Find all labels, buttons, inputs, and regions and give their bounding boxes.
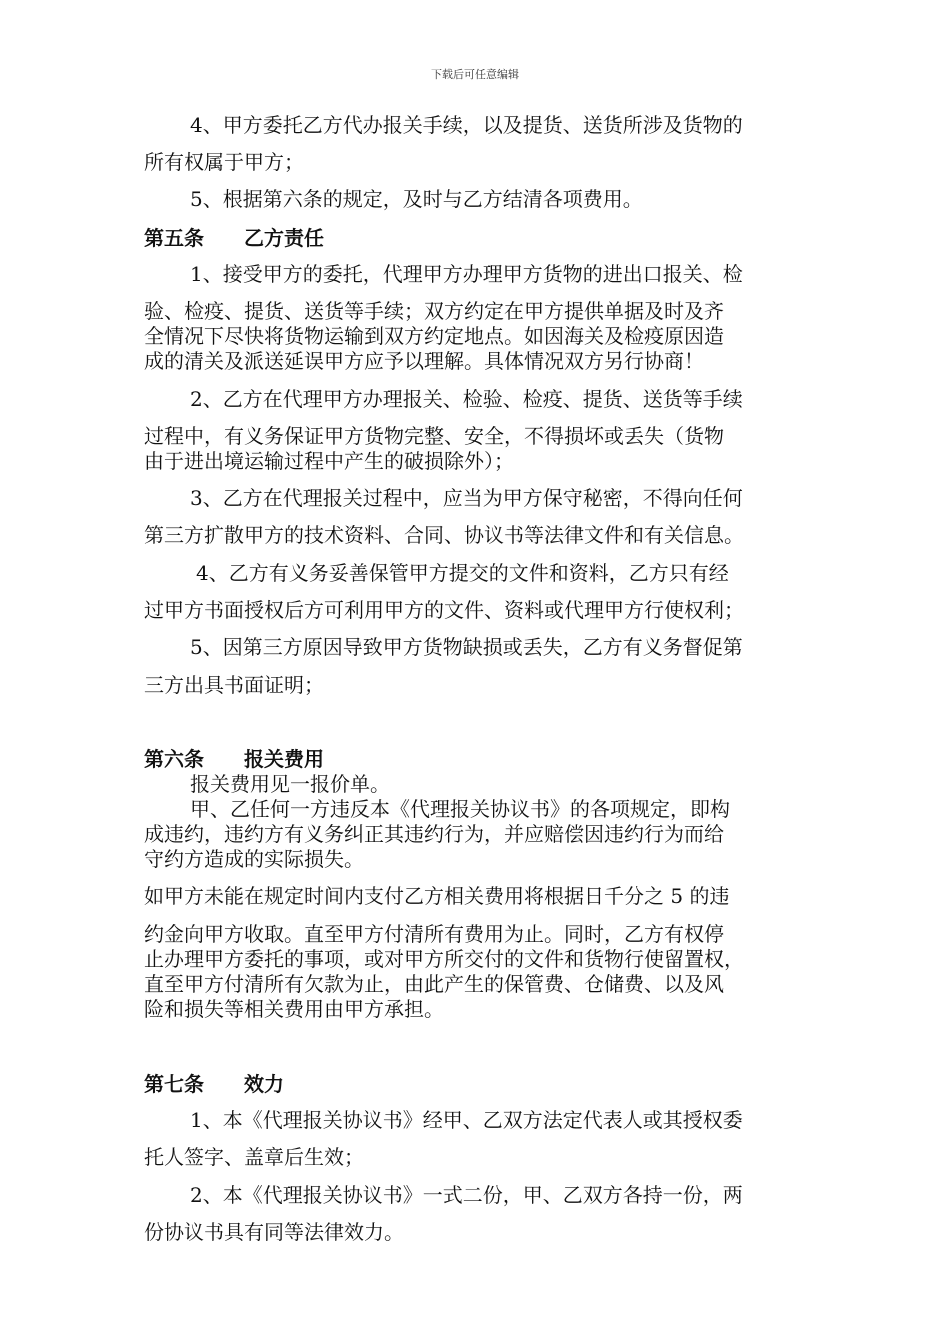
paragraph-line: 3、乙方在代理报关过程中，应当为甲方保守秘密，不得向任何: [190, 486, 743, 510]
paragraph-line: 成违约，违约方有义务纠正其违约行为，并应赔偿因违约行为而给: [144, 822, 724, 846]
paragraph-line: 所有权属于甲方；: [144, 150, 304, 174]
article-6-heading: 第六条 报关费用: [144, 747, 324, 771]
paragraph-line: 5、因第三方原因导致甲方货物缺损或丢失，乙方有义务督促第: [190, 635, 743, 659]
paragraph-line: 止办理甲方委托的事项，或对甲方所交付的文件和货物行使留置权，: [144, 947, 744, 971]
paragraph-line: 险和损失等相关费用由甲方承担。: [144, 997, 444, 1021]
paragraph-line: 直至甲方付清所有欠款为止，由此产生的保管费、仓储费、以及风: [144, 972, 724, 996]
paragraph-line: 由于进出境运输过程中产生的破损除外）；: [144, 449, 514, 473]
article-7-heading: 第七条 效力: [144, 1072, 284, 1096]
paragraph-line: 验、检疫、提货、送货等手续；双方约定在甲方提供单据及时及齐: [144, 299, 724, 323]
paragraph-line: 甲、乙任何一方违反本《代理报关协议书》的各项规定，即构: [190, 797, 730, 821]
paragraph-line: 4、甲方委托乙方代办报关手续，以及提货、送货所涉及货物的: [190, 113, 743, 137]
paragraph-line: 托人签字、盖章后生效；: [144, 1145, 364, 1169]
article-5-heading: 第五条 乙方责任: [144, 226, 324, 250]
paragraph-line: 份协议书具有同等法律效力。: [144, 1220, 404, 1244]
paragraph-line: 4、乙方有义务妥善保管甲方提交的文件和资料，乙方只有经: [196, 561, 729, 585]
paragraph-line: 1、接受甲方的委托，代理甲方办理甲方货物的进出口报关、检: [190, 262, 743, 286]
paragraph-line: 约金向甲方收取。直至甲方付清所有费用为止。同时，乙方有权停: [144, 922, 724, 946]
paragraph-line: 5、根据第六条的规定，及时与乙方结清各项费用。: [190, 187, 643, 211]
paragraph-line: 三方出具书面证明；: [144, 673, 324, 697]
paragraph-line: 2、本《代理报关协议书》一式二份，甲、乙双方各持一份，两: [190, 1183, 743, 1207]
paragraph-line: 如甲方未能在规定时间内支付乙方相关费用将根据日千分之 5 的违: [144, 884, 730, 908]
paragraph-line: 2、乙方在代理甲方办理报关、检验、检疫、提货、送货等手续: [190, 387, 743, 411]
paragraph-line: 成的清关及派送延误甲方应予以理解。具体情况双方另行协商！: [144, 349, 704, 373]
paragraph-line: 全情况下尽快将货物运输到双方约定地点。如因海关及检疫原因造: [144, 324, 724, 348]
paragraph-line: 守约方造成的实际损失。: [144, 847, 364, 871]
paragraph-line: 过程中，有义务保证甲方货物完整、安全，不得损坏或丢失（货物: [144, 424, 724, 448]
paragraph-line: 第三方扩散甲方的技术资料、合同、协议书等法律文件和有关信息。: [144, 523, 744, 547]
page-header: 下载后可任意编辑: [431, 68, 519, 81]
paragraph-line: 报关费用见一报价单。: [190, 772, 390, 796]
paragraph-line: 过甲方书面授权后方可利用甲方的文件、资料或代理甲方行使权利；: [144, 598, 744, 622]
paragraph-line: 1、本《代理报关协议书》经甲、乙双方法定代表人或其授权委: [190, 1108, 743, 1132]
